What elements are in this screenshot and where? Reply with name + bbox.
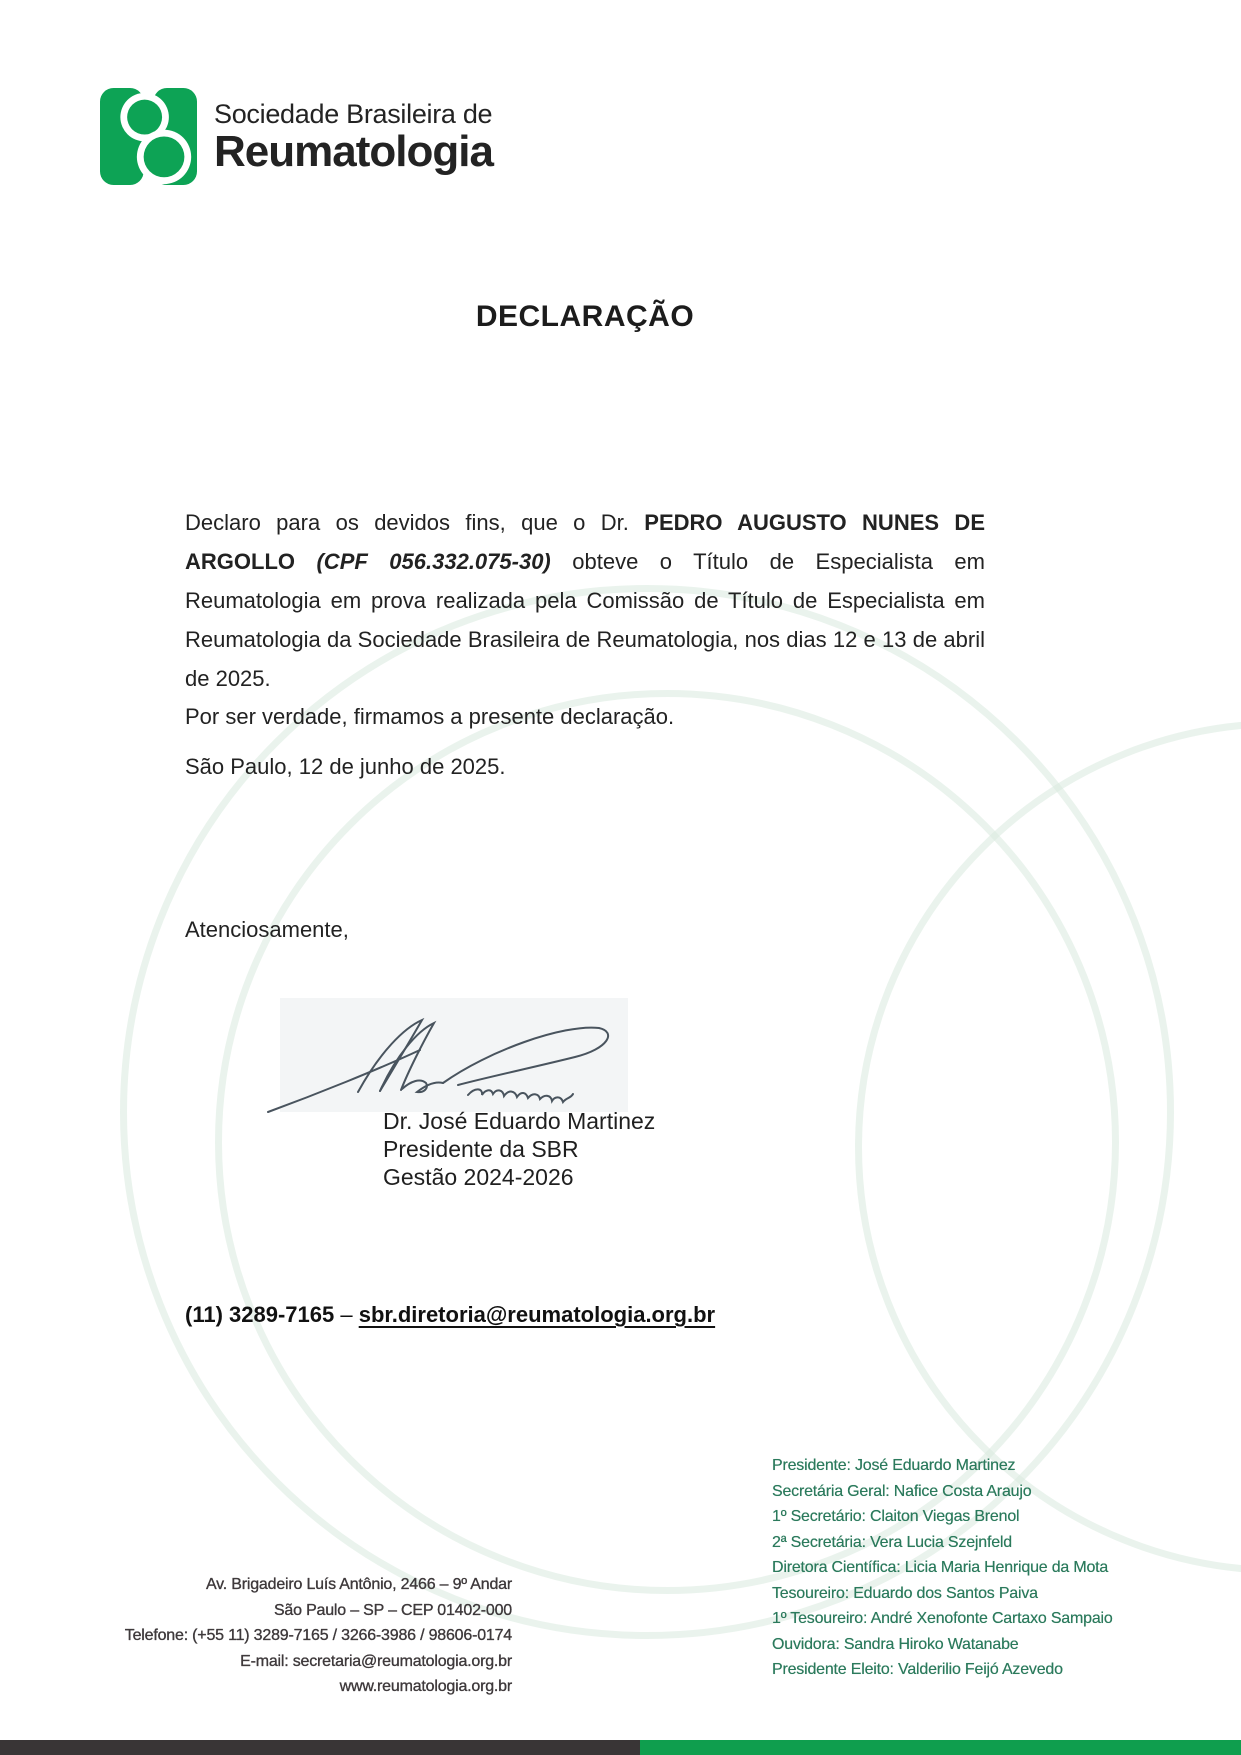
footer-board-list [772, 1453, 1192, 1683]
signer-term: Gestão 2024-2026 [383, 1164, 574, 1190]
address-line: Telefone: (+55 11) 3289-7165 / 3266-3986 / 98606-0174 [124, 1627, 512, 1645]
bottom-bar-green-segment [640, 1740, 1241, 1755]
sbr-logo [100, 88, 493, 185]
contact-line [185, 1302, 715, 1328]
paragraph-text: obteve o Título de Especialista em Reumatologia em prova realizada pela Comissão de Título de Especialista em Reumatologia da Sociedade Brasileira de Reumatologia, nos dias 12 e 13 de abril de 2025. [185, 549, 985, 691]
address-line: São Paulo – SP – CEP 01402-000 [273, 1601, 512, 1619]
bottom-bar-dark-segment [0, 1740, 640, 1755]
logo-org-line1: Sociedade Brasileira de [214, 99, 493, 129]
board-member-line: 2ª Secretária: Vera Lucia Szejnfeld [772, 1533, 1012, 1551]
address-line: E-mail: secretaria@reumatologia.org.br [240, 1652, 512, 1670]
closing-statement: Por ser verdade, firmamos a presente declaração. [185, 704, 675, 729]
date-line: São Paulo, 12 de junho de 2025. [185, 754, 506, 779]
board-member-line: 1º Tesoureiro: André Xenofonte Cartaxo Sampaio [772, 1610, 1113, 1627]
cpf-number: (CPF 056.332.075-30) [295, 549, 551, 574]
signer-name: Dr. José Eduardo Martinez [383, 1108, 656, 1134]
email-link[interactable]: sbr.diretoria@reumatologia.org.br [358, 1302, 716, 1327]
board-member-line: Tesoureiro: Eduardo dos Santos Paiva [772, 1584, 1038, 1602]
board-member-line: Presidente: José Eduardo Martinez [772, 1457, 1016, 1474]
board-member-line: Diretora Científica: Licia Maria Henrique da Mota [772, 1559, 1109, 1576]
declaration-paragraph [185, 503, 985, 698]
page-title: DECLARAÇÃO [475, 300, 695, 333]
salutation: Atenciosamente, [185, 917, 349, 942]
signer-role: Presidente da SBR [383, 1136, 579, 1162]
bottom-color-bar [0, 1740, 1241, 1755]
signature-icon [262, 990, 642, 1125]
board-member-line: Ouvidora: Sandra Hiroko Watanabe [772, 1635, 1019, 1653]
footer-address-block [118, 1572, 512, 1700]
board-member-line: 1º Secretário: Claiton Viegas Brenol [772, 1508, 1020, 1525]
phone-number: (11) 3289-7165 [185, 1302, 335, 1327]
separator-dash: – [334, 1302, 359, 1327]
address-line: Av. Brigadeiro Luís Antônio, 2466 – 9º Andar [205, 1576, 512, 1593]
website-line: www.reumatologia.org.br [339, 1678, 512, 1696]
board-member-line: Presidente Eleito: Valderilio Feijó Azevedo [772, 1661, 1063, 1678]
sbr-logo-icon [100, 88, 197, 185]
sbr-logo-wordmark [214, 99, 493, 174]
board-member-line: Secretária Geral: Nafice Costa Araujo [772, 1482, 1032, 1500]
doctor-name: PEDRO AUGUSTO NUNES DE ARGOLLO [185, 510, 985, 574]
paragraph-text: Declaro para os devidos fins, que o Dr. [185, 510, 645, 535]
logo-org-line2: Reumatologia [214, 127, 493, 176]
